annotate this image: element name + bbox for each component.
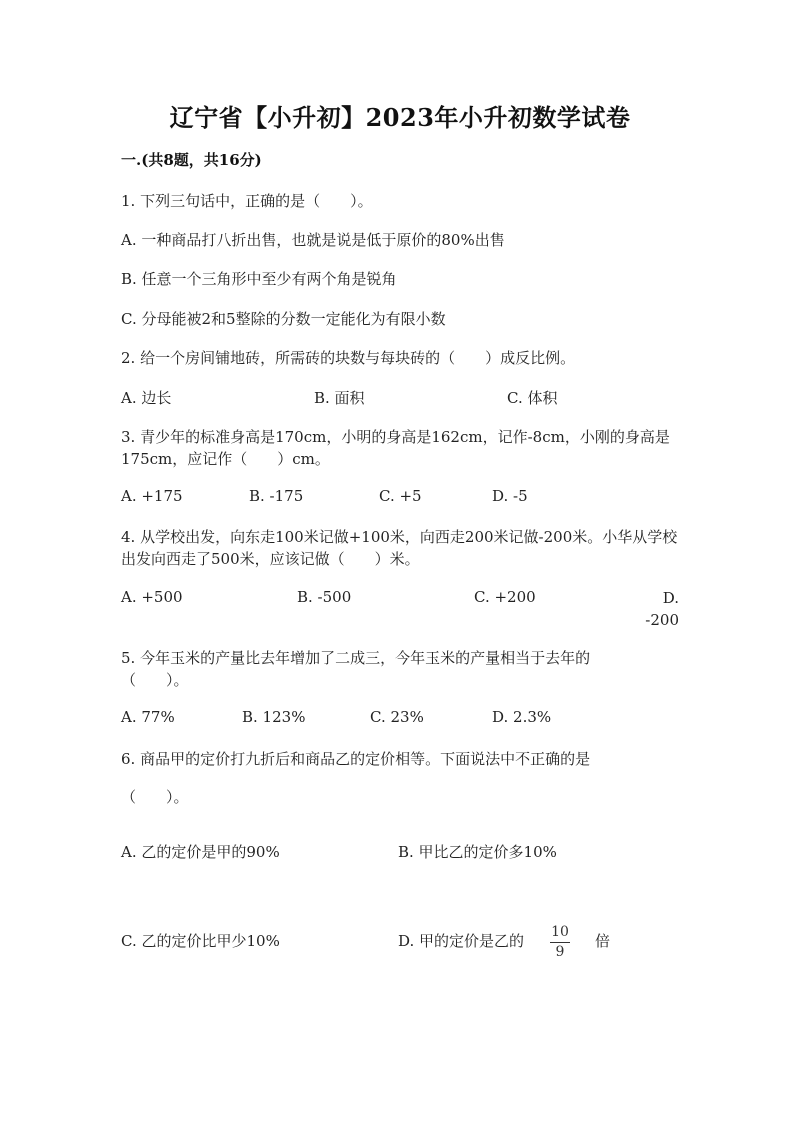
question-3-option-d: D. -5 bbox=[492, 487, 528, 505]
question-1-option-b: B. 任意一个三角形中至少有两个角是锐角 bbox=[121, 270, 397, 288]
question-6-stem-blank: （ ）。 bbox=[121, 788, 189, 806]
question-4-option-d: D. -200 bbox=[645, 589, 679, 629]
question-2-option-b: B. 面积 bbox=[314, 389, 365, 407]
question-3-option-b: B. -175 bbox=[249, 487, 304, 505]
question-4-option-c: C. +200 bbox=[474, 588, 536, 606]
question-6-option-b: B. 甲比乙的定价多10% bbox=[398, 843, 557, 861]
fraction-denominator: 9 bbox=[555, 944, 565, 960]
question-5-option-b: B. 123% bbox=[242, 708, 306, 726]
question-6-option-d: D. 甲的定价是乙的 bbox=[398, 932, 525, 950]
question-6-option-a: A. 乙的定价是甲的90% bbox=[121, 843, 280, 861]
fraction-ten-ninths bbox=[550, 924, 570, 961]
question-2-option-a: A. 边长 bbox=[121, 389, 172, 407]
question-2-stem: 2. 给一个房间铺地砖，所需砖的块数与每块砖的（ ）成反比例。 bbox=[121, 349, 576, 367]
question-1-option-c: C. 分母能被2和5整除的分数一定能化为有限小数 bbox=[121, 310, 446, 328]
question-6-option-c: C. 乙的定价比甲少10% bbox=[121, 932, 280, 950]
question-5-option-c: C. 23% bbox=[370, 708, 424, 726]
question-1-option-a: A. 一种商品打八折出售，也就是说是低于原价的80%出售 bbox=[121, 231, 505, 249]
question-4-option-b: B. -500 bbox=[297, 588, 352, 606]
question-3-stem: 3. 青少年的标准身高是170cm，小明的身高是162cm，记作-8cm，小刚的身高是175cm，应记作（ ）cm。 bbox=[121, 428, 670, 468]
question-1-stem: 1. 下列三句话中，正确的是（ ）。 bbox=[121, 192, 373, 210]
question-2-option-c: C. 体积 bbox=[507, 389, 558, 407]
question-5-option-d: D. 2.3% bbox=[492, 708, 552, 726]
question-6-option-d-suffix: 倍 bbox=[595, 932, 611, 950]
fraction-numerator: 10 bbox=[550, 924, 570, 943]
question-3-option-c: C. +5 bbox=[379, 487, 422, 505]
section-heading: 一.(共8题，共16分) bbox=[121, 151, 262, 169]
question-3-option-a: A. +175 bbox=[121, 487, 183, 505]
question-5-option-a: A. 77% bbox=[121, 708, 175, 726]
question-4-stem: 4. 从学校出发，向东走100米记做+100米，向西走200米记做-200米。小华从学校出发向西走了500米，应该记做（ ）米。 bbox=[121, 528, 678, 568]
page-title: 辽宁省【小升初】2023年小升初数学试卷 bbox=[169, 103, 631, 132]
question-6-stem: 6. 商品甲的定价打九折后和商品乙的定价相等。下面说法中不正确的是 bbox=[121, 750, 591, 768]
question-5-stem: 5. 今年玉米的产量比去年增加了二成三，今年玉米的产量相当于去年的（ ）。 bbox=[121, 649, 591, 689]
question-4-option-a: A. +500 bbox=[121, 588, 183, 606]
